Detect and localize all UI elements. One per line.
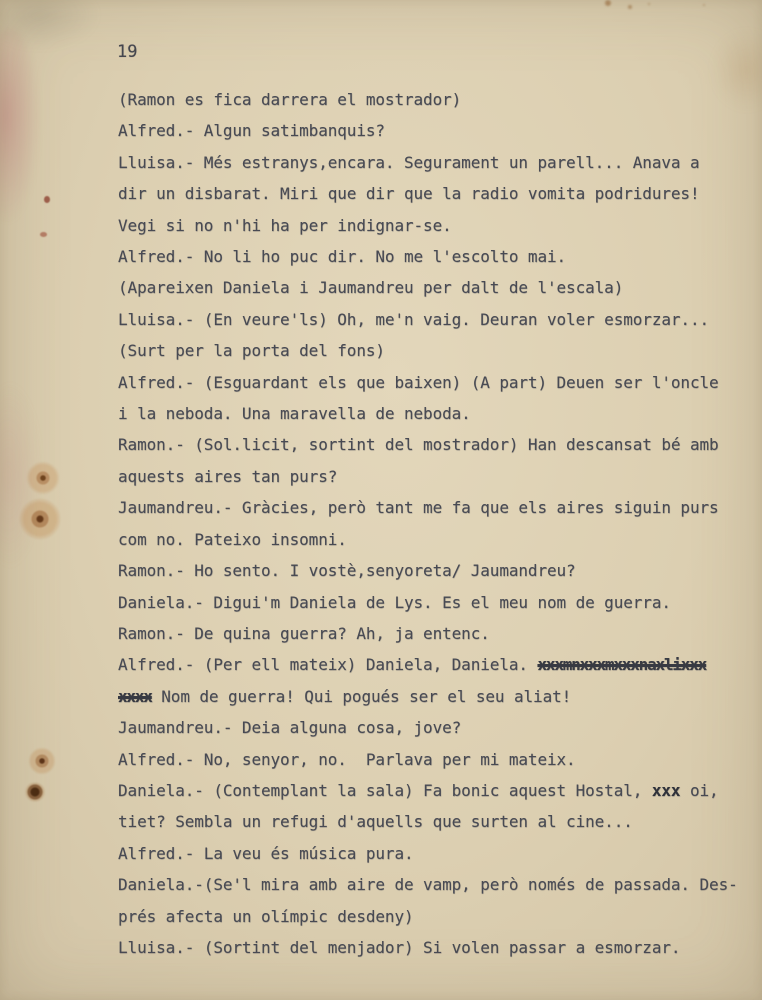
script-line-segment: oi, [680, 780, 719, 800]
script-line-segment: (Apareixen Daniela i Jaumandreu per dalt de l'escala) [118, 278, 624, 298]
overstruck-text: xxxx [118, 686, 152, 706]
rust-spot [24, 782, 46, 802]
script-line [118, 492, 726, 523]
script-line-segment: Lluisa.- (En veure'ls) Oh, me'n vaig. Deuran voler esmorzar... [118, 309, 710, 329]
script-line [118, 115, 726, 146]
script-line-segment: Lluisa.- Més estranys,encara. Segurament un parell... Anava a [118, 152, 700, 172]
script-line-segment: Jaumandreu.- Deia alguna cosa, jove? [118, 718, 462, 738]
pink-stain [0, 28, 40, 223]
script-line-segment: Daniela.- (Contemplant la sala) Fa bonic aquest Hostal, [118, 780, 652, 800]
ink-speck [44, 196, 50, 203]
script-line [118, 178, 726, 209]
script-line-segment: aquests aires tan purs? [118, 466, 338, 486]
script-line-segment: (Ramon es fica darrera el mostrador) [118, 90, 462, 109]
script-line-segment: Alfred.- (Esguardant els que baixen) (A part) Deuen ser l'oncle [118, 372, 719, 392]
script-line [118, 618, 726, 649]
script-line [118, 367, 726, 398]
script-line [118, 901, 726, 932]
script-line-segment: Alfred.- (Per ell mateix) Daniela, Daniela. [118, 655, 538, 675]
script-line [118, 461, 726, 492]
script-line [118, 744, 726, 775]
script-line-segment: Jaumandreu.- Gràcies, però tant me fa que els aires siguin purs [118, 498, 719, 518]
script-line-segment: Ramon.- Ho sento. I vostè,senyoreta/ Jaumandreu? [118, 561, 576, 581]
script-line [118, 147, 726, 178]
edge-specks [605, 0, 611, 6]
script-line-segment: (Surt per la porta del fons) [118, 341, 385, 361]
script-line [118, 681, 726, 712]
script-line-segment: prés afecta un olímpic desdeny) [118, 906, 414, 926]
script-line-segment: Vegi si no n'hi ha per indignar-se. [118, 215, 452, 235]
script-line [118, 869, 738, 900]
rust-spot [28, 747, 56, 775]
script-line [118, 84, 726, 115]
script-line-segment: Alfred.- No li ho puc dir. No me l'escolto mai. [118, 247, 567, 267]
script-line [118, 712, 726, 743]
rust-spot [19, 498, 61, 540]
script-line [118, 649, 726, 680]
script-line [118, 932, 726, 963]
script-line-segment: Lluisa.- (Sortint del menjador) Si volen passar a esmorzar. [118, 937, 681, 957]
script-line [118, 838, 726, 869]
script-line-segment: Ramon.- De quina guerra? Ah, ja entenc. [118, 623, 490, 643]
script-line-segment: Daniela.- Digui'm Daniela de Lys. Es el meu nom de guerra. [118, 592, 671, 612]
script-line [118, 524, 726, 555]
script-line [118, 241, 726, 272]
rust-spot [26, 461, 60, 495]
ink-speck [40, 232, 47, 237]
overstruck-text: xxx [651, 780, 681, 800]
script-line-segment: i la neboda. Una maravella de neboda. [118, 404, 471, 424]
script-line-segment: Alfred.- Algun satimbanquis? [118, 121, 385, 141]
script-line [118, 272, 726, 303]
script-line-segment: com no. Pateixo insomni. [118, 529, 347, 549]
paper-shading [0, 0, 100, 50]
script-line-segment: Ramon.- (Sol.licit, sortint del mostrador) Han descansat bé amb [118, 435, 719, 455]
script-line-segment: Daniela.-(Se'l mira amb aire de vamp, però només de passada. Des- [118, 875, 738, 895]
script-line-segment: Nom de guerra! Qui pogués ser el seu aliat! [151, 686, 572, 706]
script-line-segment: tiet? Sembla un refugi d'aquells que surten al cine... [118, 812, 633, 832]
script-line [118, 304, 726, 335]
script-line [118, 398, 726, 429]
overstruck-text: xxxmnxxxmxxxnaxlixxx [537, 655, 707, 675]
script-line [118, 587, 726, 618]
script-line [118, 806, 726, 837]
pink-stain-faint [0, 380, 42, 570]
script-line [118, 555, 726, 586]
script-line [118, 429, 726, 460]
script-line [118, 210, 726, 241]
script-line [118, 335, 726, 366]
page-number: 19 [117, 42, 138, 62]
script-text-block [118, 84, 738, 963]
script-line-segment: Alfred.- La veu és música pura. [118, 843, 414, 863]
script-line-segment: Alfred.- No, senyor, no. Parlava per mi mateix. [118, 749, 576, 769]
script-line-segment: dir un disbarat. Miri que dir que la radio vomita podridures! [118, 184, 700, 204]
script-line [118, 775, 726, 806]
